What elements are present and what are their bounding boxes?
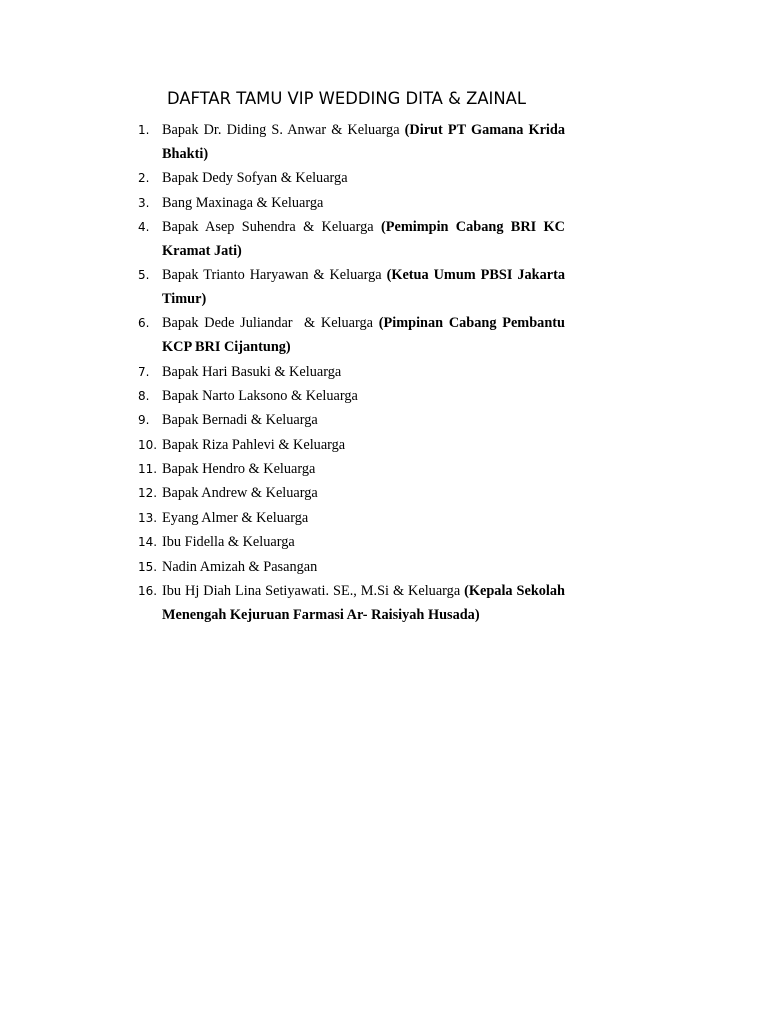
list-item xyxy=(132,385,565,409)
list-number: 7. xyxy=(138,364,150,379)
guest-role: (Ketua Umum PBSI Jakarta Timur) xyxy=(162,267,566,307)
guest-role: (Dirut PT Gamana Krida Bhakti) xyxy=(162,122,565,162)
list-number: 10. xyxy=(138,437,158,452)
list-number: 16. xyxy=(138,584,158,599)
list-item xyxy=(132,312,565,360)
guest-name: Bapak Dedy Sofyan & Keluarga xyxy=(162,170,348,187)
guest-name: Bapak Hari Basuki & Keluarga xyxy=(162,363,342,380)
list-item xyxy=(132,580,565,628)
list-item xyxy=(132,192,565,216)
guest-name: Bapak Dr. Diding S. Anwar & Keluarga xyxy=(162,122,400,138)
guest-role: (Pimpinan Cabang Pembantu KCP BRI Cijantung) xyxy=(162,315,565,356)
list-number: 6. xyxy=(138,316,150,331)
guest-role: (Pemimpin Cabang BRI KC Kramat Jati) xyxy=(162,218,565,259)
guest-name: Ibu Hj Diah Lina Setiyawati. SE., M.Si & Keluarga xyxy=(162,583,461,600)
list-number: 4. xyxy=(138,219,150,234)
page-title: DAFTAR TAMU VIP WEDDING DITA & ZAINAL xyxy=(167,89,526,108)
guest-name: Bapak Hendro & Keluarga xyxy=(162,461,316,478)
guest-name: Bapak Andrew & Keluarga xyxy=(162,485,318,502)
list-item xyxy=(132,167,565,191)
list-item xyxy=(132,361,565,385)
guest-name: Bang Maxinaga & Keluarga xyxy=(162,194,324,211)
list-number: 11. xyxy=(138,462,158,477)
list-number: 14. xyxy=(138,535,158,550)
list-number: 2. xyxy=(138,171,150,186)
list-number: 9. xyxy=(138,413,150,428)
guest-name: Bapak Dede Juliandar & Keluarga xyxy=(162,315,374,332)
guest-name: Bapak Narto Laksono & Keluarga xyxy=(162,387,358,404)
guest-name: Bapak Asep Suhendra & Keluarga xyxy=(162,218,374,235)
list-item xyxy=(132,507,565,531)
guest-list xyxy=(132,119,565,628)
list-number: 5. xyxy=(138,268,150,283)
list-item xyxy=(132,531,565,555)
guest-role: (Kepala Sekolah Menengah Kejuruan Farmasi Ar- Raisiyah Husada) xyxy=(162,583,565,623)
guest-name: Nadin Amizah & Pasangan xyxy=(162,558,318,575)
list-number: 15. xyxy=(138,559,158,574)
list-number: 3. xyxy=(138,195,150,210)
guest-name: Eyang Almer & Keluarga xyxy=(162,509,309,526)
list-item xyxy=(132,216,565,264)
list-number: 1. xyxy=(138,123,150,137)
list-item xyxy=(132,409,565,433)
list-number: 12. xyxy=(138,486,158,501)
guest-name: Bapak Trianto Haryawan & Keluarga xyxy=(162,267,382,284)
list-item xyxy=(132,119,565,167)
list-item xyxy=(132,556,565,580)
list-number: 13. xyxy=(138,510,158,525)
list-item xyxy=(132,458,565,482)
guest-name: Bapak Riza Pahlevi & Keluarga xyxy=(162,436,346,453)
list-item xyxy=(132,482,565,506)
list-item xyxy=(132,264,565,312)
guest-name: Bapak Bernadi & Keluarga xyxy=(162,412,318,429)
list-item xyxy=(132,434,565,458)
list-number: 8. xyxy=(138,388,150,403)
guest-name: Ibu Fidella & Keluarga xyxy=(162,534,295,551)
